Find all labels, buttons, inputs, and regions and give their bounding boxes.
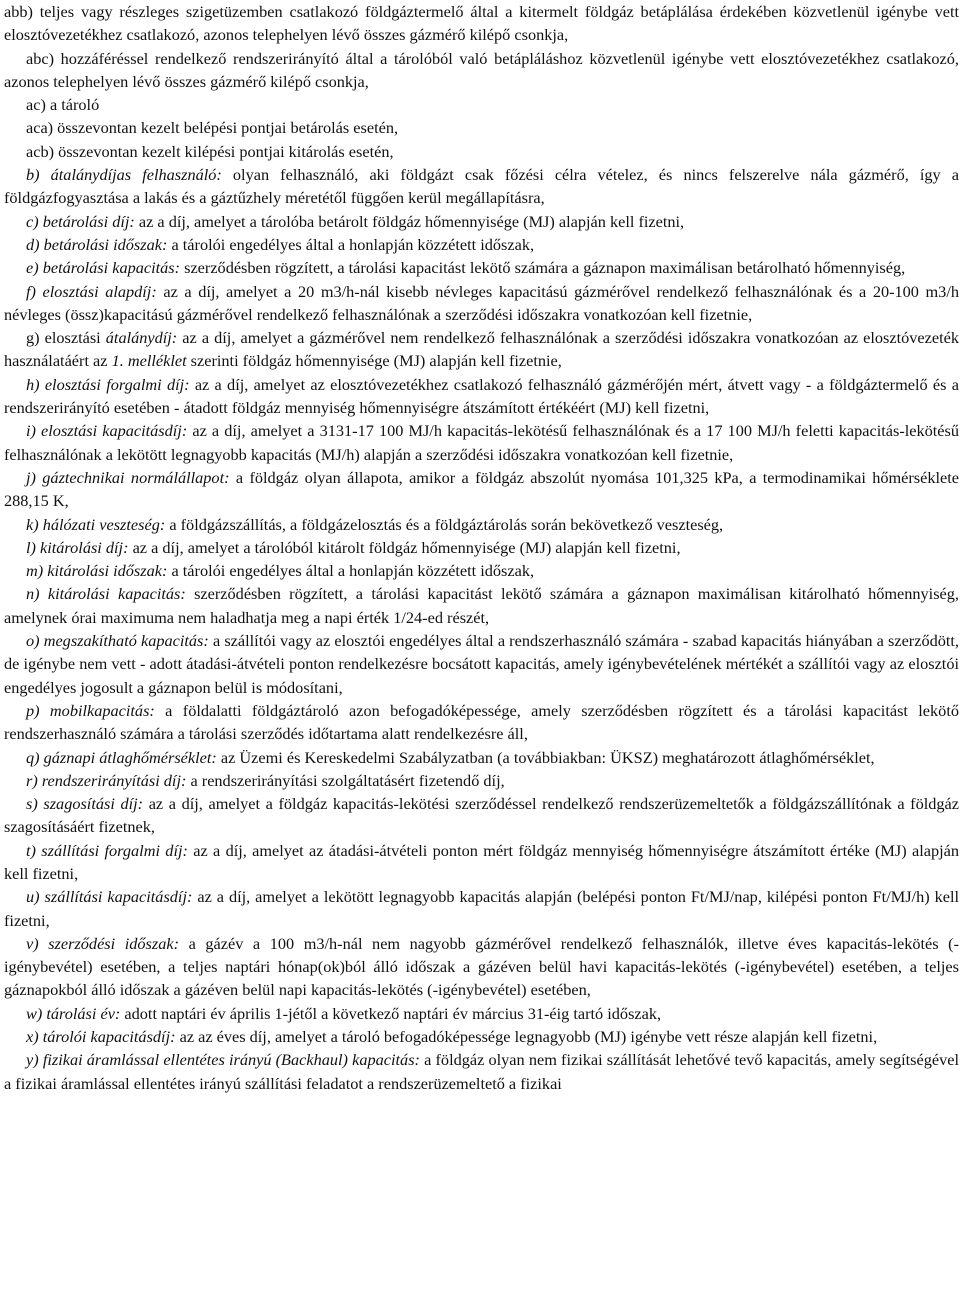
definition-term: i) elosztási kapacitásdíj:: [26, 421, 188, 441]
definition-l: [4, 536, 959, 559]
paragraph-text: abb) teljes vagy részleges szigetüzemben csatlakozó földgáztermelő által a kitermelt földgáz betáplálása érdekében közvetlenül igénybe vett elosztóvezetékhez csatlakozó, azonos telephelyen lévő összes gázmérő kilépő csonkja,: [4, 2, 959, 45]
definition-o: [4, 629, 959, 699]
definition-term: r) rendszerirányítási díj:: [26, 770, 187, 790]
definition-text: az a díj, amelyet a 3131-17 100 MJ/h kapacitás-lekötésű felhasználónak és a 17 100 MJ/h feletti kapacitás-lekötésű felhasználónak a lekötött legnagyobb kapacitás (MJ/h) alapján a szerződési időszakra vonatkozóan kell fizetnie,: [4, 421, 959, 464]
definition-text: az a díj, amelyet a tárolóba betárolt földgáz hőmennyisége (MJ) alapján kell fizetni,: [134, 211, 685, 231]
definition-term: w) tárolási év:: [26, 1003, 121, 1023]
definition-text: az Üzemi és Kereskedelmi Szabályzatban (a továbbiakban: ÜKSZ) meghatározott átlaghőmérséklet,: [216, 747, 875, 767]
definition-y: [4, 1048, 959, 1095]
definition-term: q) gáznapi átlaghőmérséklet:: [26, 747, 217, 767]
definition-text: az a díj, amelyet az átadási-átvételi ponton mért földgáz mennyiség hőmennyiségre átszámított értéke (MJ) alapján kell fizetni,: [4, 840, 959, 883]
paragraph-text: aca) összevontan kezelt belépési pontjai betárolás esetén,: [26, 118, 399, 138]
definition-text: szerződésben rögzített, a tárolási kapacitást lekötő számára a gáznapon maximálisan betárolható hőmennyiség,: [180, 258, 906, 278]
definition-text: a földgáz olyan állapota, amikor a földgáz abszolút nyomása 101,325 kPa, a termodinamikai hőmérséklete 288,15 K,: [4, 467, 960, 511]
definition-text-end: szerinti földgáz hőmennyisége (MJ) alapján kell fizetnie,: [186, 351, 562, 371]
definition-text: a földalatti földgáztároló azon befogadóképessége, amely szerződésben rögzített és a tárolási kapacitást lekötő rendszerhasználó számára a tárolási szerződés időtartama alatt rendelkezésre áll,: [4, 700, 959, 744]
definition-term: s) szagosítási díj:: [26, 794, 144, 814]
definition-text: az a díj, amelyet a 20 m3/h-nál kisebb névleges kapacitású gázmérővel rendelkező felhasználónak és a 20-100 m3/h névleges (össz)kapacitású gázmérővel rendelkező felhasználónak a szerződési időszakra vonatkozóan kell fizetnie,: [4, 281, 959, 324]
definition-term: átalánydíj:: [105, 328, 178, 348]
definition-term: d) betárolási időszak:: [26, 234, 168, 254]
definition-text: olyan felhasználó, aki földgázt csak főzési célra vételez, és nincs felszerelve nála gázmérő, így a földgázfogyasztása a lakás és a gáztűzhely méretétől függően kerül megállapításra,: [4, 165, 959, 208]
definition-term: v) szerződési időszak:: [26, 933, 179, 953]
paragraph-aca: [4, 116, 959, 139]
definition-term: f) elosztási alapdíj:: [26, 281, 157, 301]
definition-text: az a díj, amelyet a gázmérővel nem rendelkező felhasználónak a szerződési időszakra vonatkozóan az elosztóvezeték használatáért az: [4, 328, 959, 371]
definition-s: [4, 792, 959, 839]
definition-q: [4, 746, 959, 769]
definition-h: [4, 373, 959, 420]
definition-r: [4, 769, 959, 792]
definition-text: a gázév a 100 m3/h-nál nem nagyobb gázmérővel rendelkező felhasználók, illetve éves kapacitás-lekötés (-igénybevétel) esetében, a teljes naptári hónap(ok)ból álló időszak a gázéven belül havi kapacitás-lekötés (-igénybevétel) esetében, a teljes gáznapokból álló időszak a gázéven belül napi kapacitás-lekötés (-igénybevétel) esetében,: [4, 933, 959, 1000]
definition-k: [4, 513, 959, 536]
definition-w: [4, 1002, 959, 1025]
definition-f: [4, 280, 959, 327]
definition-term: c) betárolási díj:: [26, 211, 135, 231]
paragraph-text: acb) összevontan kezelt kilépési pontjai kitárolás esetén,: [26, 141, 394, 161]
paragraph-ac: [4, 93, 959, 116]
definition-text: az a díj, amelyet az elosztóvezetékhez csatlakozó felhasználó gázmérőjén mért, átvett vagy - a földgáztermelő és a rendszerirányító esetében - átadott földgáz mennyiség hőmennyiségre átszámított értékéért (MJ) kell fizetni,: [4, 374, 959, 418]
paragraph-text: ac) a tároló: [26, 95, 100, 115]
definition-term: h) elosztási forgalmi díj:: [26, 374, 190, 394]
definition-term: e) betárolási kapacitás:: [26, 258, 181, 278]
definition-text: az a díj, amelyet a tárolóból kitárolt földgáz hőmennyisége (MJ) alapján kell fizetni,: [128, 537, 681, 557]
definition-b: [4, 163, 959, 210]
definition-m: [4, 559, 959, 582]
definition-term: j) gáztechnikai normálállapot:: [26, 467, 230, 487]
definition-term: p) mobilkapacitás:: [26, 700, 155, 720]
definition-u: [4, 885, 959, 932]
paragraph-acb: [4, 140, 959, 163]
document-body: [4, 0, 959, 1095]
definition-text: a tárolói engedélyes által a honlapján közzétett időszak,: [167, 561, 535, 581]
paragraph-abc: [4, 47, 959, 94]
definition-i: [4, 419, 959, 466]
definition-g: [4, 326, 959, 373]
annex-reference: 1. melléklet: [111, 351, 187, 371]
definition-v: [4, 932, 959, 1002]
definition-text: a földgáz olyan nem fizikai szállítását lehetővé tevő kapacitás, amely segítségével a fizikai áramlással ellentétes irányú szállítási feladatot a rendszerüzemeltető a fizikai: [4, 1050, 959, 1093]
definition-text: az a díj, amelyet a lekötött legnagyobb kapacitás alapján (belépési ponton Ft/MJ/nap, kilépési ponton Ft/MJ/h) kell fizetni,: [4, 887, 960, 930]
definition-term: y) fizikai áramlással ellentétes irányú (Backhaul) kapacitás:: [26, 1050, 420, 1070]
definition-p: [4, 699, 959, 746]
definition-term: u) szállítási kapacitásdíj:: [26, 887, 193, 907]
paragraph-text: abc) hozzáféréssel rendelkező rendszerirányító által a tárolóból való betápláláshoz közvetlenül igénybe vett elosztóvezetékhez csatlakozó, azonos telephelyen lévő összes gázmérő kilépő csonkja,: [4, 48, 959, 91]
definition-d: [4, 233, 959, 256]
definition-term: k) hálózati veszteség:: [26, 514, 166, 534]
definition-j: [4, 466, 959, 513]
definition-text: az a díj, amelyet a földgáz kapacitás-lekötési szerződéssel rendelkező rendszerüzemeltetők a földgázszállítónak a földgáz szagosításáért fizetnek,: [4, 794, 959, 837]
definition-term: o) megszakítható kapacitás:: [26, 631, 209, 651]
definition-term: b) átalánydíjas felhasználó:: [26, 165, 222, 185]
definition-n: [4, 582, 959, 629]
definition-text: a szállítói vagy az elosztói engedélyes által a rendszerhasználó számára - szabad kapacitás hiányában a szerződött, de igénybe nem vett - adott átadási-átvételi ponton rendelkezésre bocsátott kapacitás, amely igénybevételének mértékét a szállítói vagy az elosztói engedélyes jogosult a gáznapon belül is módosítani,: [4, 631, 959, 697]
definition-term: m) kitárolási időszak:: [26, 561, 168, 581]
definition-e: [4, 256, 959, 279]
definition-t: [4, 839, 959, 886]
definition-label: g) elosztási: [26, 328, 106, 348]
definition-text: a rendszerirányítási szolgáltatásért fizetendő díj,: [186, 770, 505, 790]
definition-text: szerződésben rögzített, a tárolási kapacitást lekötő számára a gáznapon maximálisan kitárolható hőmennyiség, amelynek órai maximuma nem haladhatja meg a napi érték 1/24-ed részét,: [4, 584, 959, 627]
definition-term: t) szállítási forgalmi díj:: [26, 840, 188, 860]
definition-text: a tárolói engedélyes által a honlapján közzétett időszak,: [167, 234, 535, 254]
definition-term: x) tárolói kapacitásdíj:: [26, 1027, 176, 1047]
definition-term: l) kitárolási díj:: [26, 537, 129, 557]
definition-x: [4, 1025, 959, 1048]
definition-c: [4, 210, 959, 233]
definition-text: a földgázszállítás, a földgázelosztás és a földgáztárolás során bekövetkező veszteség,: [165, 514, 724, 534]
definition-text: az az éves díj, amelyet a tároló befogadóképessége legnagyobb (MJ) igénybe vett része alapján kell fizetni,: [175, 1027, 878, 1047]
paragraph-abb: [4, 0, 959, 47]
definition-term: n) kitárolási kapacitás:: [26, 584, 186, 604]
definition-text: adott naptári év április 1-jétől a következő naptári év március 31-éig tartó időszak,: [120, 1003, 662, 1023]
